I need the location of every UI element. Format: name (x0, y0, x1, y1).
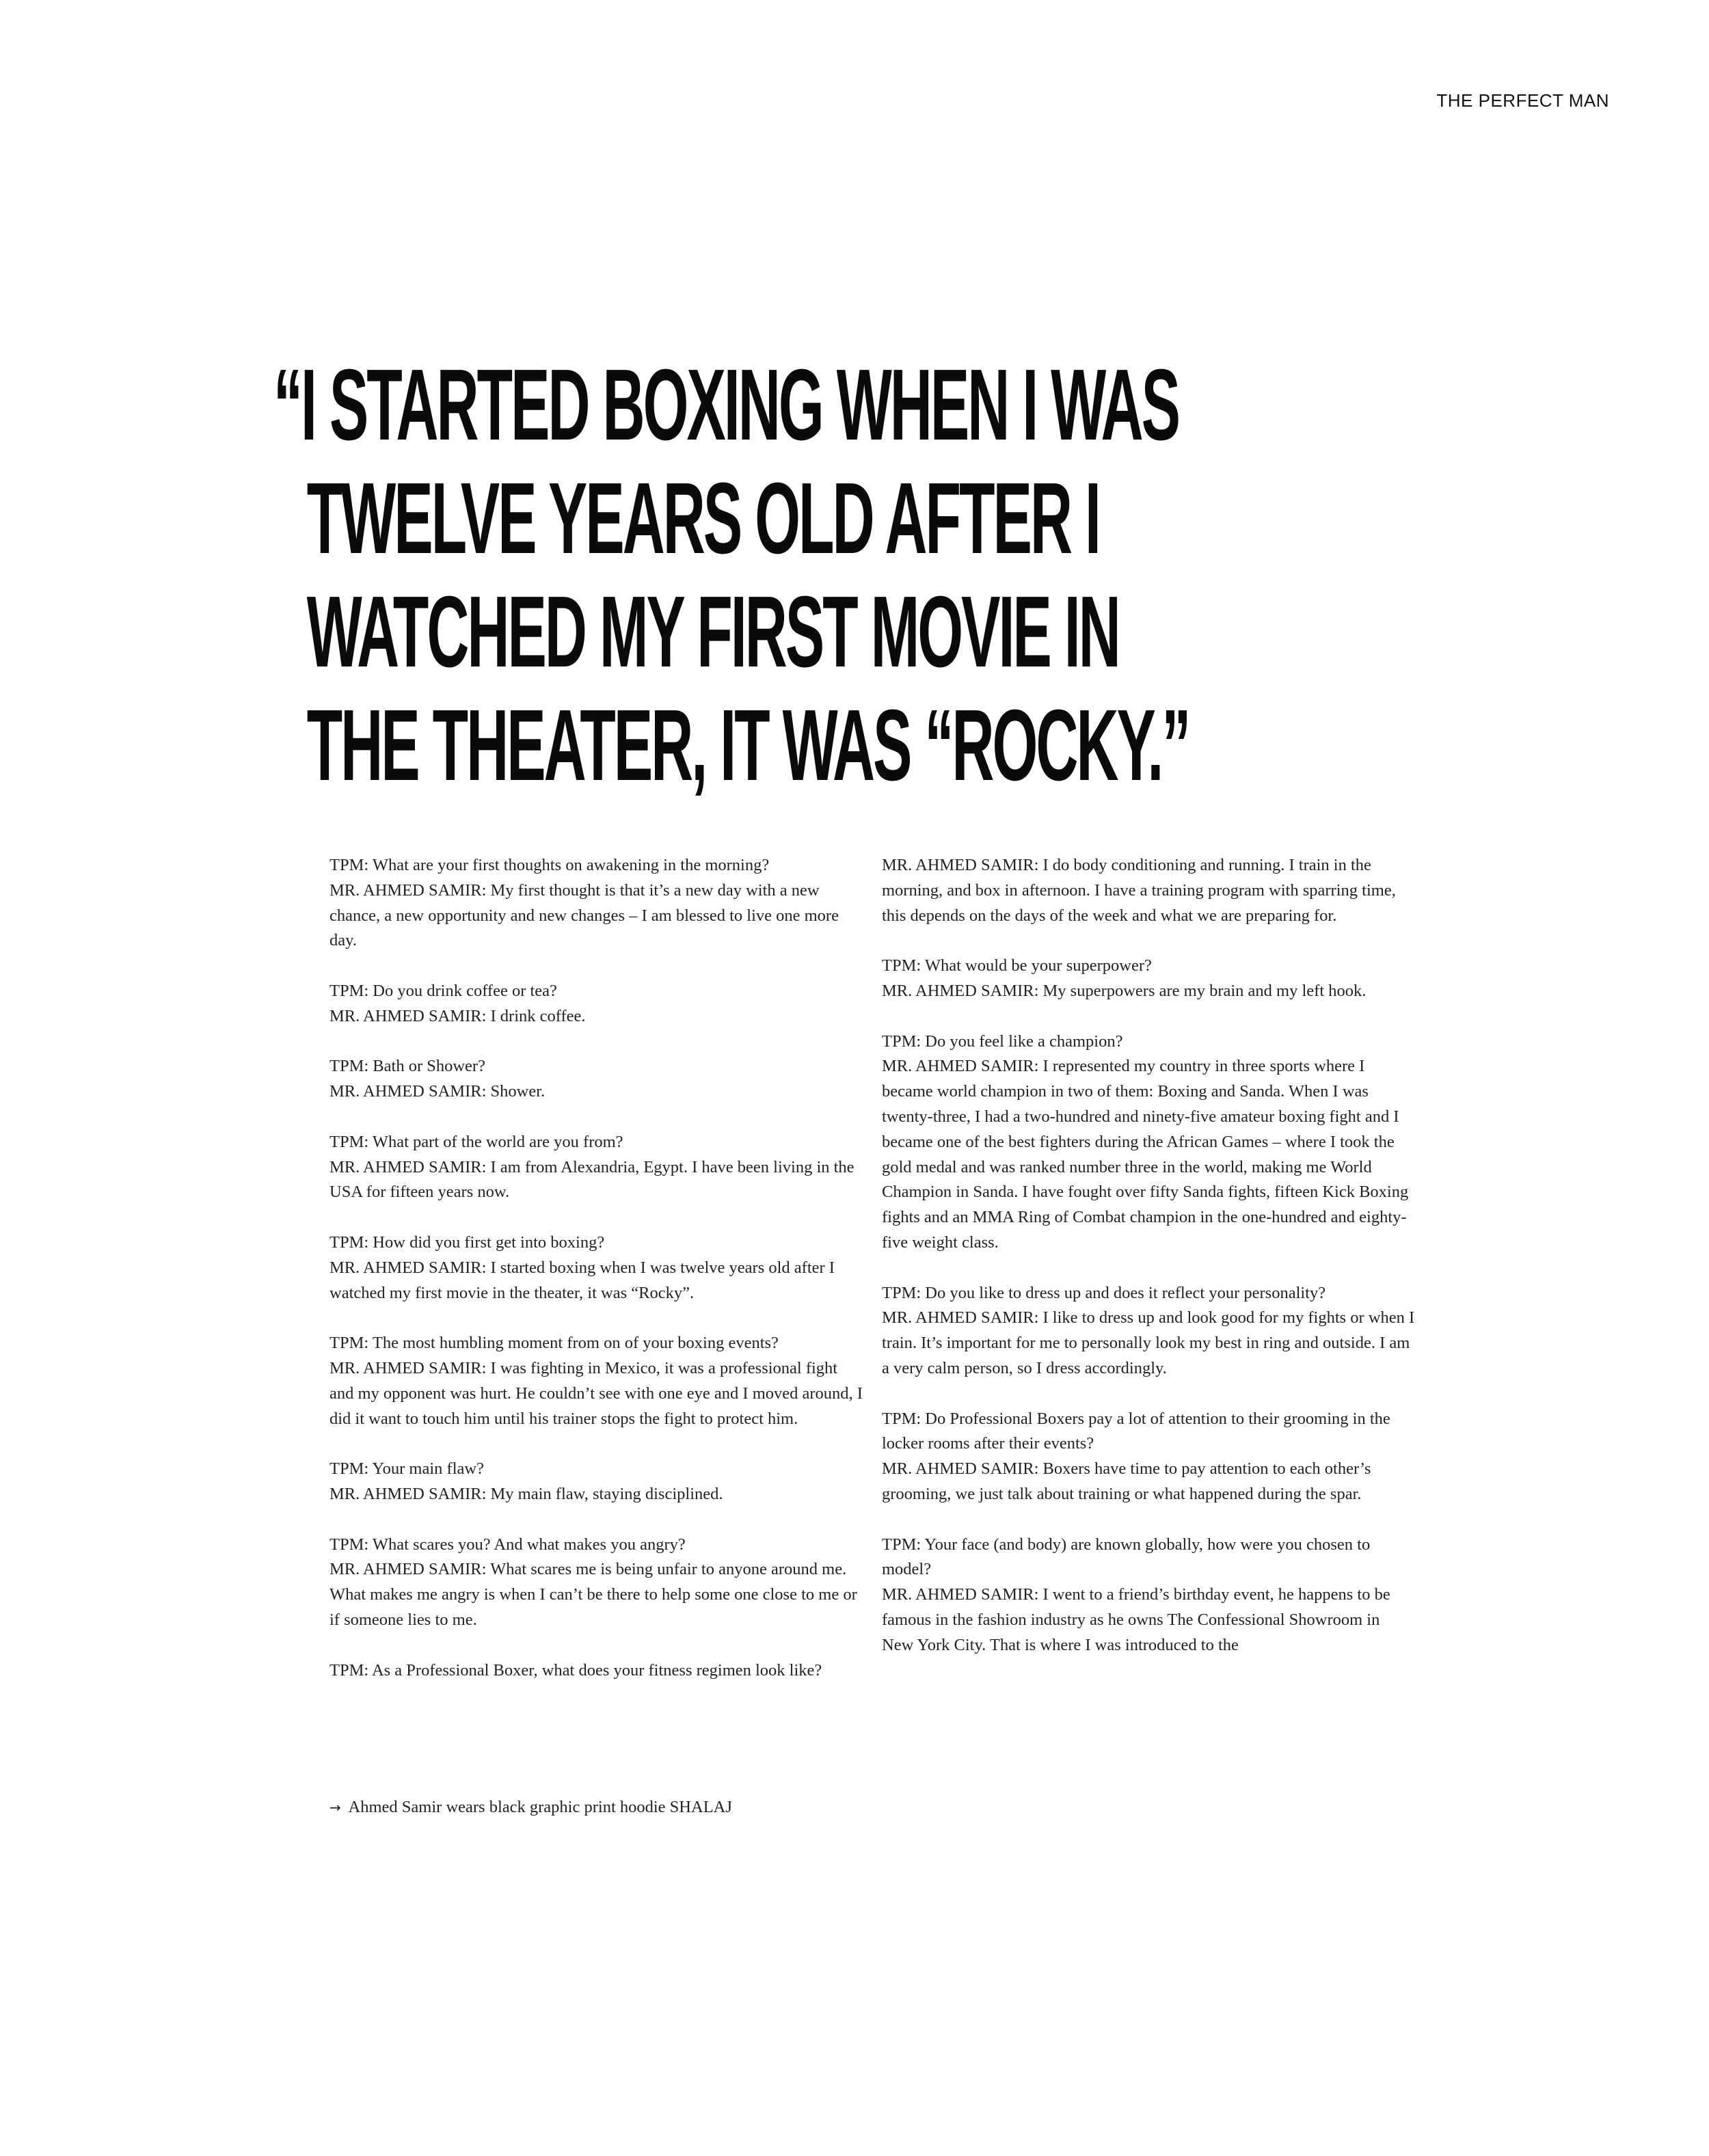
question: TPM: Bath or Shower? (329, 1057, 485, 1076)
qa-block (329, 1130, 863, 1205)
qa-block (329, 979, 863, 1029)
answer: MR. AHMED SAMIR: What scares me is being unfair to anyone around me. What makes me angry is when I can’t be there to help some one close to me or if someone lies to me. (329, 1560, 857, 1629)
answer: MR. AHMED SAMIR: I drink coffee. (329, 1006, 586, 1025)
running-head: THE PERFECT MAN (1436, 90, 1609, 111)
question: TPM: How did you first get into boxing? (329, 1232, 605, 1252)
qa-block (882, 1029, 1415, 1256)
qa-block (329, 1533, 863, 1633)
answer: MR. AHMED SAMIR: I went to a friend’s birthday event, he happens to be famous in the fashion industry as he owns The Confessional Showroom in New York City. That is where I was introduced to the (882, 1585, 1390, 1654)
question: TPM: What scares you? And what makes you angry? (329, 1535, 686, 1554)
qa-block (882, 1533, 1415, 1658)
answer: MR. AHMED SAMIR: I am from Alexandria, Egypt. I have been living in the USA for fifteen years now. (329, 1157, 854, 1202)
arrow-right-icon: → (329, 1799, 341, 1816)
question: TPM: As a Professional Boxer, what does your fitness regimen look like? (329, 1660, 822, 1680)
answer: MR. AHMED SAMIR: My main flaw, staying disciplined. (329, 1484, 723, 1503)
answer: MR. AHMED SAMIR: Boxers have time to pay attention to each other’s grooming, we just talk about training or what happened during the spar. (882, 1459, 1371, 1503)
answer: MR. AHMED SAMIR: I do body conditioning and running. I train in the morning, and box in afternoon. I have a training program with sparring time, this depends on the days of the week and what we are preparing for. (882, 856, 1396, 925)
caption-text: Ahmed Samir wears black graphic print hoodie SHALAJ (348, 1798, 732, 1816)
question: TPM: What are your first thoughts on awakening in the morning? (329, 856, 770, 874)
answer: MR. AHMED SAMIR: I like to dress up and look good for my fights or when I train. It’s important for me to personally look my best in ring and outside. I am a very calm person, so I dress accordingly. (882, 1308, 1415, 1377)
interview-body (329, 853, 1423, 1742)
qa-block (329, 1054, 863, 1105)
pull-quote (273, 349, 1436, 803)
answer: MR. AHMED SAMIR: I started boxing when I was twelve years old after I watched my first movie in the theater, it was “Rocky”. (329, 1258, 835, 1302)
question: TPM: Your main flaw? (329, 1459, 484, 1479)
question: TPM: What would be your superpower? (882, 956, 1152, 975)
pull-quote-line: TWELVE YEARS OLD AFTER I (306, 462, 1099, 575)
qa-block (882, 1281, 1415, 1382)
qa-block (882, 1407, 1415, 1507)
qa-block (329, 853, 863, 954)
answer: MR. AHMED SAMIR: My first thought is that it’s a new day with a new chance, a new opportunity and new changes – I am blessed to live one more day. (329, 880, 839, 950)
interview-column-right (882, 853, 1415, 1683)
question: TPM: The most humbling moment from on of your boxing events? (329, 1334, 779, 1353)
question: TPM: Do you drink coffee or tea? (329, 981, 557, 1000)
pull-quote-line: “I STARTED BOXING WHEN I WAS (273, 349, 1179, 461)
question: TPM: Do you feel like a champion? (882, 1032, 1123, 1051)
question: TPM: Do Professional Boxers pay a lot of attention to their grooming in the locker rooms after their events? (882, 1409, 1390, 1453)
interview-column-left (329, 853, 863, 1708)
answer: MR. AHMED SAMIR: Shower. (329, 1082, 546, 1101)
qa-block (329, 1658, 863, 1684)
question: TPM: Do you like to dress up and does it reflect your personality? (882, 1283, 1326, 1302)
qa-block (882, 853, 1415, 928)
pull-quote-line: WATCHED MY FIRST MOVIE IN (306, 576, 1119, 688)
qa-block (882, 954, 1415, 1004)
question: TPM: Your face (and body) are known globally, how were you chosen to model? (882, 1535, 1371, 1579)
answer: MR. AHMED SAMIR: I was fighting in Mexico, it was a professional fight and my opponent was hurt. He couldn’t see with one eye and I moved around, I did it want to touch him until his trainer stops the fight to protect him. (329, 1358, 863, 1428)
qa-block (329, 1331, 863, 1431)
question: TPM: What part of the world are you from? (329, 1132, 623, 1151)
photo-caption (329, 1798, 732, 1817)
qa-block (329, 1457, 863, 1507)
answer: MR. AHMED SAMIR: My superpowers are my brain and my left hook. (882, 981, 1367, 1000)
answer: MR. AHMED SAMIR: I represented my country in three sports where I became world champion in two of them: Boxing and Sanda. When I was twenty-three, I had a two-hundred and ninety-five amateur boxing fight and I became one of the best fighters during the African Games – where I took the gold medal and was ranked number three in the world, making me World Champion in Sanda. I have fought over fifty Sanda fights, fifteen Kick Boxing fights and an MMA Ring of Combat champion in the one-hundred and eighty-five weight class. (882, 1057, 1409, 1252)
pull-quote-line: THE THEATER, IT WAS “ROCKY.” (306, 689, 1189, 802)
qa-block (329, 1230, 863, 1306)
